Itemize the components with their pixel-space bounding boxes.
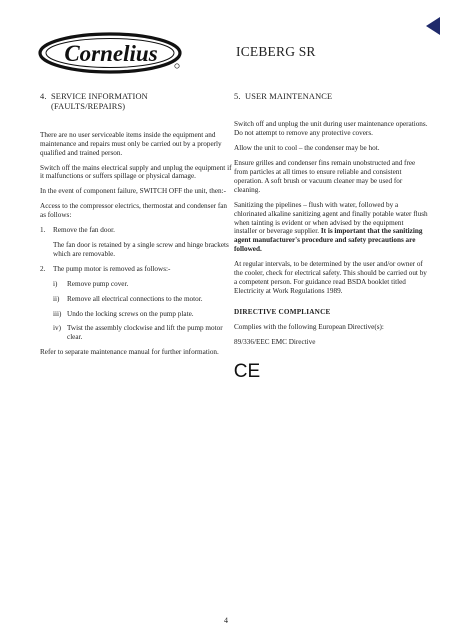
user-maintenance-section xyxy=(234,92,428,379)
sub-item xyxy=(53,295,234,304)
triangle-left-icon[interactable] xyxy=(425,16,441,36)
section-heading xyxy=(40,92,234,113)
item-note: The fan door is retained by a single screw and hinge brackets which are removable. xyxy=(53,240,229,258)
item-number: 1. xyxy=(40,226,46,235)
item-text: The pump motor is removed as follows:- xyxy=(53,264,171,273)
sub-item xyxy=(53,310,234,319)
paragraph: Switch off and unplug the unit during user maintenance operations. Do not attempt to remove any protective covers. xyxy=(234,120,428,138)
paragraph: In the event of component failure, SWITCH OFF the unit, then:- xyxy=(40,187,227,196)
numbered-item xyxy=(40,265,234,274)
heading-line-2: (FAULTS/REPAIRS) xyxy=(51,102,126,112)
paragraph: At regular intervals, to be determined by the user and/or owner of the cooler, check for electrical safety. This should be carried out by a competent person. For guidance read BSDA booklet titled Electricity at Work Regulations 1989. xyxy=(234,260,427,295)
safety-warning: It is important that the sanitizing agent manufacturer's procedure and safety precautions are followed. xyxy=(234,227,423,254)
sub-item-number: i) xyxy=(53,279,58,288)
paragraph xyxy=(234,201,428,254)
directive-heading: DIRECTIVE COMPLIANCE xyxy=(234,307,331,316)
sub-item-text: Remove all electrical connections to the motor. xyxy=(67,294,203,303)
sub-item-text: Twist the assembly clockwise and lift the pump motor clear. xyxy=(67,324,223,342)
ce-mark-icon xyxy=(234,361,260,379)
section-heading xyxy=(234,92,428,102)
item-text: Remove the fan door. xyxy=(53,226,115,235)
paragraph: Switch off the mains electrical supply and unplug the equipment if it malfunctions or suffers spillage or physical damage. xyxy=(40,163,232,181)
sub-item-number: iv) xyxy=(53,324,61,333)
model-title: ICEBERG SR xyxy=(236,44,316,59)
heading-line-1: SERVICE INFORMATION xyxy=(51,92,148,101)
heading-text: USER MAINTENANCE xyxy=(245,92,333,101)
ce-mark-text: CE xyxy=(234,360,260,379)
logo-wordmark: Cornelius xyxy=(64,41,158,66)
sub-item-text: Remove pump cover. xyxy=(67,279,129,288)
page-number: 4 xyxy=(224,616,228,625)
paragraph: Access to the compressor electrics, thermostat and condenser fan as follows: xyxy=(40,202,228,220)
paragraph: There are no user serviceable items inside the equipment and maintenance and repairs must only be carried out by a properly qualified and trained person. xyxy=(40,130,222,157)
sub-item-number: ii) xyxy=(53,294,60,303)
sub-item-text: Undo the locking screws on the pump plate. xyxy=(67,309,194,318)
paragraph: Ensure grilles and condenser fins remain unobstructed and free from particles at all times to ensure reliable and consistent operation. A soft brush or vacuum cleaner may be used for cleaning. xyxy=(234,159,416,194)
numbered-item xyxy=(40,226,234,235)
cornelius-logo xyxy=(38,30,186,76)
sub-item-number: iii) xyxy=(53,309,62,318)
paragraph: Allow the unit to cool – the condenser may be hot. xyxy=(234,144,380,153)
paragraph-text: Sanitizing the pipelines – flush with water, followed by a chlorinated alkaline sanitizing agent and finally potable water flush when tainting is evident or when advised by the equipment installer or beverage supplier. xyxy=(234,200,428,236)
heading-number: 5. xyxy=(234,92,241,101)
paragraph: 89/336/EEC EMC Directive xyxy=(234,337,316,346)
paragraph: Complies with the following European Directive(s): xyxy=(234,322,384,331)
sub-item xyxy=(53,324,234,342)
paragraph: Refer to separate maintenance manual for further information. xyxy=(40,348,219,357)
sub-item xyxy=(53,280,234,289)
heading-number: 4. xyxy=(40,92,47,101)
item-number: 2. xyxy=(40,264,46,273)
service-information-section xyxy=(40,92,234,363)
